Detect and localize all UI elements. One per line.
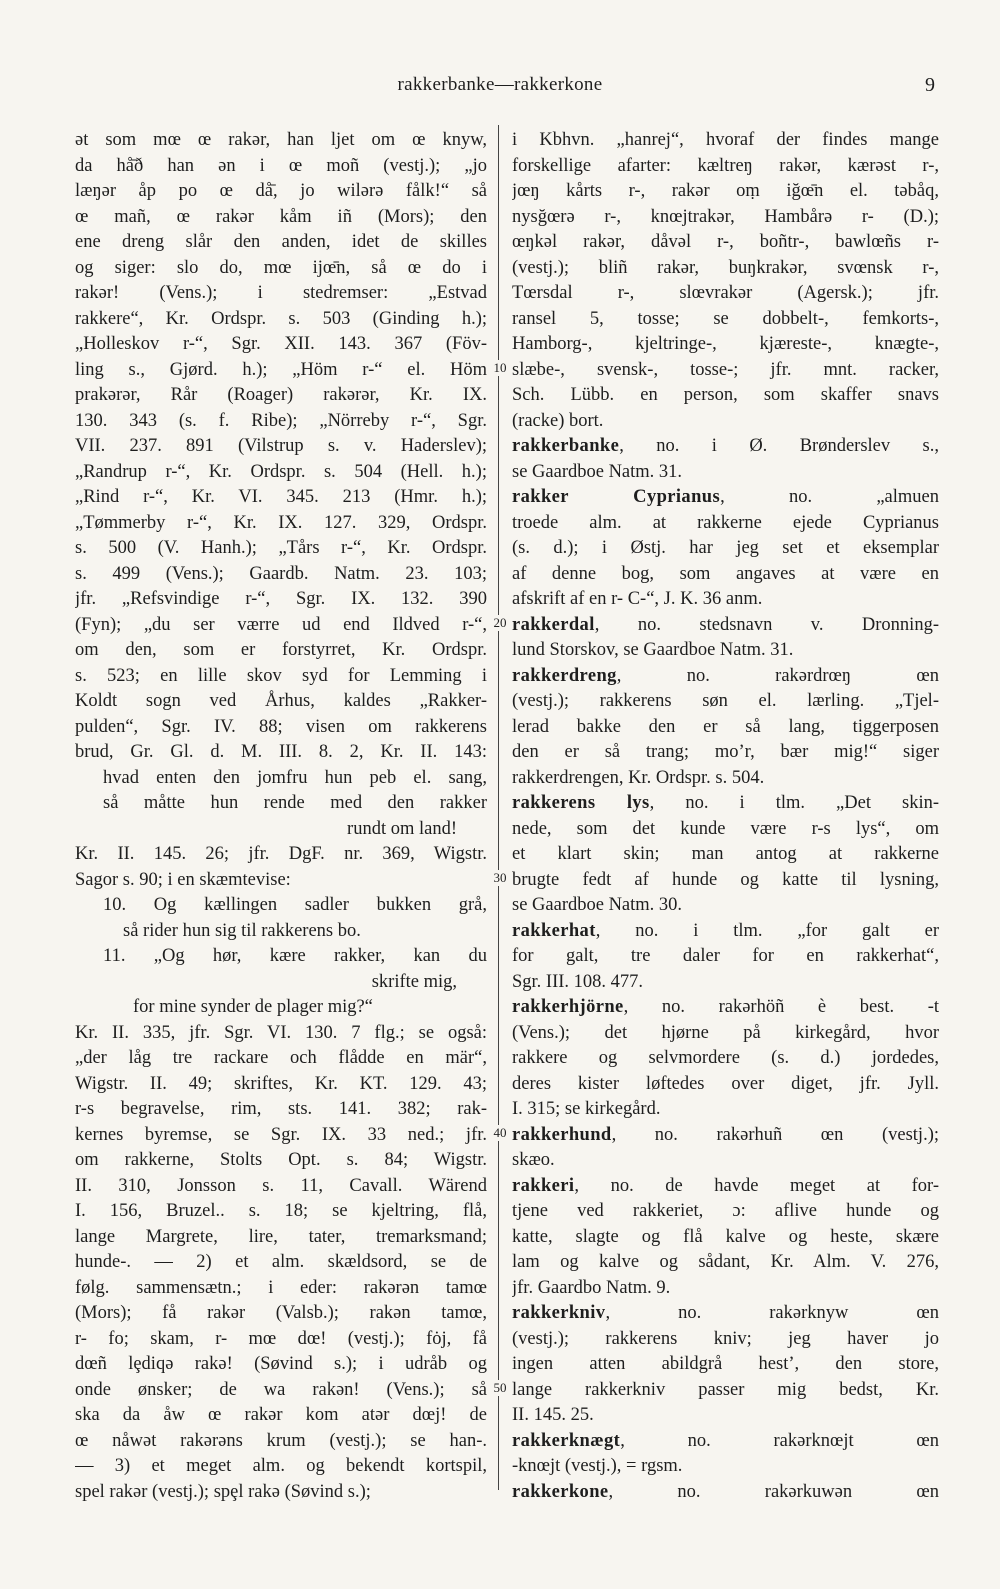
left_column-line: lange Margrete, lire, tater, tremarksmand; [75, 1226, 487, 1247]
headword: rakkerknægt [512, 1430, 621, 1451]
right_column-line: (s. d.); i Østj. har jeg set et eksemplar [512, 538, 939, 558]
left_column-line: for mine synder de plager mig?“ [133, 997, 373, 1017]
right_column-line: II. 145. 25. [512, 1405, 594, 1425]
right_column-line: rakkerdrengen, Kr. Ordspr. s. 504. [512, 767, 765, 788]
left_column-line: læŋər åp po œ då̄, jo wilərə fålk!“ så [75, 181, 487, 201]
left_column-line: VII. 237. 891 (Vilstrup s. v. Haderslev); [75, 436, 487, 456]
right_column-line: lange rakkerkniv passer mig bedst, Kr. [512, 1379, 939, 1400]
left-column [75, 128, 487, 1505]
left_column-line: ene dreng slår den anden, idet de skilles [75, 232, 487, 252]
right_column-line: lerad bakke den er så lang, tiggerposen [512, 716, 939, 737]
left_column-line: Kr. II. 335, jfr. Sgr. VI. 130. 7 flg.; se også: [75, 1022, 487, 1043]
left_column-line: om den, som er forstyrret, Kr. Ordspr. [75, 640, 487, 660]
left_column-line: — 3) et meget alm. og bekendt kortspil, [75, 1456, 487, 1476]
headword: rakkeri [512, 1175, 575, 1196]
right_column-line: rakkerkniv, no. rakərknyw œn [512, 1303, 939, 1323]
left_column-line: så måtte hun rende med den rakker [103, 793, 487, 813]
left_column-line: ət som mœ œ rakər, han ljet om œ knyw, [75, 130, 487, 150]
left_column-line: „der låg tre rackare och flådde en mär“, [75, 1048, 487, 1068]
left_column-line: Wigstr. II. 49; skriftes, Kr. KT. 129. 43; [75, 1073, 487, 1094]
right_column-line: rakkerbanke, no. i Ø. Brønderslev s., [512, 436, 939, 456]
left_column-line: om rakkerne, Stolts Opt. s. 84; Wigstr. [75, 1150, 487, 1170]
right_column-line: -knœjt (vestj.), = rgsm. [512, 1456, 683, 1476]
right_column-line: tjene ved rakkeriet, ɔ: aflive hunde og [512, 1201, 939, 1221]
headword: rakkerhat [512, 920, 596, 941]
column-divider [498, 125, 499, 1490]
right_column-line: jfr. Gaardbo Natm. 9. [512, 1277, 671, 1298]
right_column-line: se Gaardboe Natm. 31. [512, 461, 683, 482]
left_column-line: jfr. „Refsvindige r-“, Sgr. IX. 132. 390 [75, 589, 487, 609]
left_column-line: ling s., Gjørd. h.); „Höm r-“ el. Höm [75, 359, 487, 380]
left_column-line: brud, Gr. Gl. d. M. III. 8. 2, Kr. II. 143: [75, 742, 487, 762]
left_column-line: r-s begravelse, rim, sts. 141. 382; rak- [75, 1099, 487, 1119]
right_column-line: et klart skin; man antog at rakkerne [512, 844, 939, 864]
right_column-line: ransel 5, tosse; se dobbelt-, femkorts-, [512, 308, 939, 329]
headword: rakkerkniv [512, 1303, 606, 1323]
left_column-line: s. 500 (V. Hanh.); „Tårs r-“, Kr. Ordspr. [75, 538, 487, 558]
right_column-line: skæo. [512, 1150, 555, 1170]
right_column-line: lam og kalve og sådant, Kr. Alm. V. 276, [512, 1252, 939, 1272]
left_column-line: pulden“, Sgr. IV. 88; visen om rakkerens [75, 716, 487, 737]
left_column-line: Kr. II. 145. 26; jfr. DgF. nr. 369, Wigstr. [75, 844, 487, 864]
right_column-line: Sgr. III. 108. 477. [512, 971, 644, 992]
right_column-line: af denne bog, som angaves at være en [512, 563, 939, 584]
headword: rakkerens lys [512, 793, 650, 813]
left_column-line: s. 499 (Vens.); Gaardb. Natm. 23. 103; [75, 563, 487, 584]
headword: rakkerdal [512, 614, 595, 635]
left_column-line: Koldt sogn ved Århus, kaldes „Rakker- [75, 691, 487, 711]
right_column-line: œŋkəl rakər, dåvəl r-, boñtr-, bawlœñs r- [512, 232, 939, 252]
right_column-line: lund Storskov, se Gaardboe Natm. 31. [512, 640, 794, 660]
right_column-line: (vestj.); rakkerens kniv; jeg haver jo [512, 1328, 939, 1349]
right_column-line: jœŋ kårts r-, rakər oṃ iğœ̄n el. təbåq, [512, 181, 939, 201]
headword: rakkerhjörne [512, 997, 624, 1017]
right_column-line: rakkerdreng, no. rakərdrœŋ œn [512, 665, 939, 686]
right_column-line: for galt, tre daler for en rakkerhat“, [512, 946, 939, 966]
right_column-line: den er så trang; mo’r, bær mig!“ siger [512, 742, 939, 762]
right_column-line: rakkerdal, no. stedsnavn v. Dronning- [512, 614, 939, 635]
headword: rakkerdreng [512, 665, 617, 686]
left_column-line: Sagor s. 90; i en skæmtevise: [75, 869, 291, 890]
right_column-line: katte, slagte og flå kalve og heste, skære [512, 1226, 939, 1247]
left_column-line: da hå̄ð han ən i œ moñ (vestj.); „jo [75, 155, 487, 176]
right_column-line: rakkerhund, no. rakərhuñ œn (vestj.); [512, 1124, 939, 1145]
left_column-line: følg. sammensætn.; i eder: rakərən tamœ [75, 1277, 487, 1298]
left_column-line: œ nåwət rakərəns krum (vestj.); se han-. [75, 1430, 487, 1451]
left_column-line: „Randrup r-“, Kr. Ordspr. s. 504 (Hell. h.); [75, 461, 487, 482]
right_column-line: troede alm. at rakkerne ejede Cyprianus [512, 512, 939, 533]
right_column-line: (racke) bort. [512, 410, 604, 431]
left_column-line: hvad enten den jomfru hun peb el. sang, [103, 767, 487, 788]
left_column-line: hunde-. — 2) et alm. skældsord, se de [75, 1252, 487, 1272]
left_column-line: dœñ lȩdiqə rakə! (Søvind s.); i udråb og [75, 1354, 487, 1374]
left_column-line: så rider hun sig til rakkerens bo. [123, 920, 361, 941]
left_column-line: prakərər, Rår (Roager) rakərər, Kr. IX. [75, 385, 487, 405]
left_column-line: spel rakər (vestj.); spȩl rakə (Søvind s.); [75, 1481, 371, 1502]
right_column-line: (Vens.); det hjørne på kirkegård, hvor [512, 1022, 939, 1043]
headword: rakker Cyprianus [512, 487, 721, 507]
right_column-line: deres kister løftedes over diget, jfr. Jyll. [512, 1073, 939, 1094]
right_column-line: afskrift af en r- C-“, J. K. 36 anm. [512, 589, 763, 609]
right_column-line: (vestj.); bliñ rakər, buŋkrakər, svœnsk r-, [512, 257, 939, 278]
page-number: 9 [925, 74, 935, 96]
left_column-line: II. 310, Jonsson s. 11, Cavall. Wärend [75, 1175, 487, 1196]
right_column-line: nede, som det kunde være r-s lys“, om [512, 818, 939, 839]
left_column-line: onde ønsker; de wa rakən! (Vens.); så [75, 1379, 487, 1400]
right_column-line: ingen atten abildgrå hest’, den store, [512, 1354, 939, 1374]
line-number-20: 20 [490, 615, 510, 631]
left_column-line: r- fo; skam, r- mœ dœ! (vestj.); fȯj, få [75, 1328, 487, 1349]
left_column-line: œ mañ, œ rakər kåm iñ (Mors); den [75, 206, 487, 227]
left_column-line: „Rind r-“, Kr. VI. 345. 213 (Hmr. h.); [75, 487, 487, 507]
right_column-line: forskellige afarter: kæltreŋ rakər, kærəst r-, [512, 155, 939, 176]
running-head: rakkerbanke—rakkerkone [397, 74, 603, 95]
headword: rakkerhund [512, 1124, 612, 1145]
line-number-50: 50 [490, 1380, 510, 1396]
line-number-40: 40 [490, 1125, 510, 1141]
right_column-line: (vestj.); rakkerens søn el. lærling. „Tjel- [512, 691, 939, 711]
right_column-line: Tœrsdal r-, slœvrakər (Agersk.); jfr. [512, 283, 939, 303]
line-number-10: 10 [490, 360, 510, 376]
left_column-line: s. 523; en lille skov syd for Lemming i [75, 665, 487, 686]
left_column-line: rundt om land! [347, 818, 457, 839]
left_column-line: „Tømmerby r-“, Kr. IX. 127. 329, Ordspr. [75, 512, 487, 533]
left_column-line: (Mors); få rakər (Valsb.); rakən tamœ, [75, 1303, 487, 1323]
left_column-line: (Fyn); „du ser værre ud end Ildved r-“, [75, 614, 487, 635]
right_column-line: rakkerhjörne, no. rakərhöñ è best. -t [512, 997, 939, 1017]
right_column-line: se Gaardboe Natm. 30. [512, 895, 683, 915]
right_column-line: rakkerkone, no. rakərkuwən œn [512, 1481, 939, 1502]
right_column-line: rakkerknægt, no. rakərknœjt œn [512, 1430, 939, 1451]
left_column-line: kernes byremse, se Sgr. IX. 33 ned.; jfr. [75, 1124, 487, 1145]
right_column-line: rakker Cyprianus, no. „almuen [512, 487, 939, 507]
left_column-line: 10. Og kællingen sadler bukken grå, [103, 895, 487, 915]
left_column-line: rakkere“, Kr. Ordspr. s. 503 (Ginding h.); [75, 308, 487, 329]
right_column-line: Sch. Lübb. en person, som skaffer snavs [512, 385, 939, 405]
right_column-line: I. 315; se kirkegård. [512, 1099, 661, 1119]
right_column-line: rakkerhat, no. i tlm. „for galt er [512, 920, 939, 941]
right_column-line: Hamborg-, kjeltringe-, kjæreste-, knægte-, [512, 334, 939, 354]
left_column-line: 130. 343 (s. f. Ribe); „Nörreby r-“, Sgr. [75, 410, 487, 431]
left_column-line: I. 156, Bruzel.. s. 18; se kjeltring, flå, [75, 1201, 487, 1221]
right_column-line: rakkeri, no. de havde meget at for- [512, 1175, 939, 1196]
page-header [0, 74, 1000, 100]
headword: rakkerbanke [512, 436, 620, 456]
left_column-line: rakər! (Vens.); i stedremser: „Estvad [75, 283, 487, 303]
left_column-line: og siger: slo do, mœ ijœ̄n, så œ do i [75, 257, 487, 278]
left_column-line: ska da åw œ rakər kom atər dœj! de [75, 1405, 487, 1425]
right_column-line: i Kbhvn. „hanrej“, hvoraf der findes mange [512, 130, 939, 150]
right-column [512, 128, 939, 1505]
line-number-30: 30 [490, 870, 510, 886]
left_column-line: „Holleskov r-“, Sgr. XII. 143. 367 (Föv- [75, 334, 487, 354]
right_column-line: rakkere og selvmordere (s. d.) jordedes, [512, 1048, 939, 1068]
headword: rakkerkone [512, 1481, 609, 1502]
right_column-line: brugte fedt af hunde og katte til lysning, [512, 869, 939, 890]
right_column-line: rakkerens lys, no. i tlm. „Det skin- [512, 793, 939, 813]
left_column-line: skrifte mig, [371, 971, 457, 992]
left_column-line: 11. „Og hør, kære rakker, kan du [103, 946, 487, 966]
right_column-line: slæbe-, svensk-, tosse-; jfr. mnt. racker, [512, 359, 939, 380]
right_column-line: nysğœrə r-, knœjtrakər, Hambårə r- (D.); [512, 206, 939, 227]
